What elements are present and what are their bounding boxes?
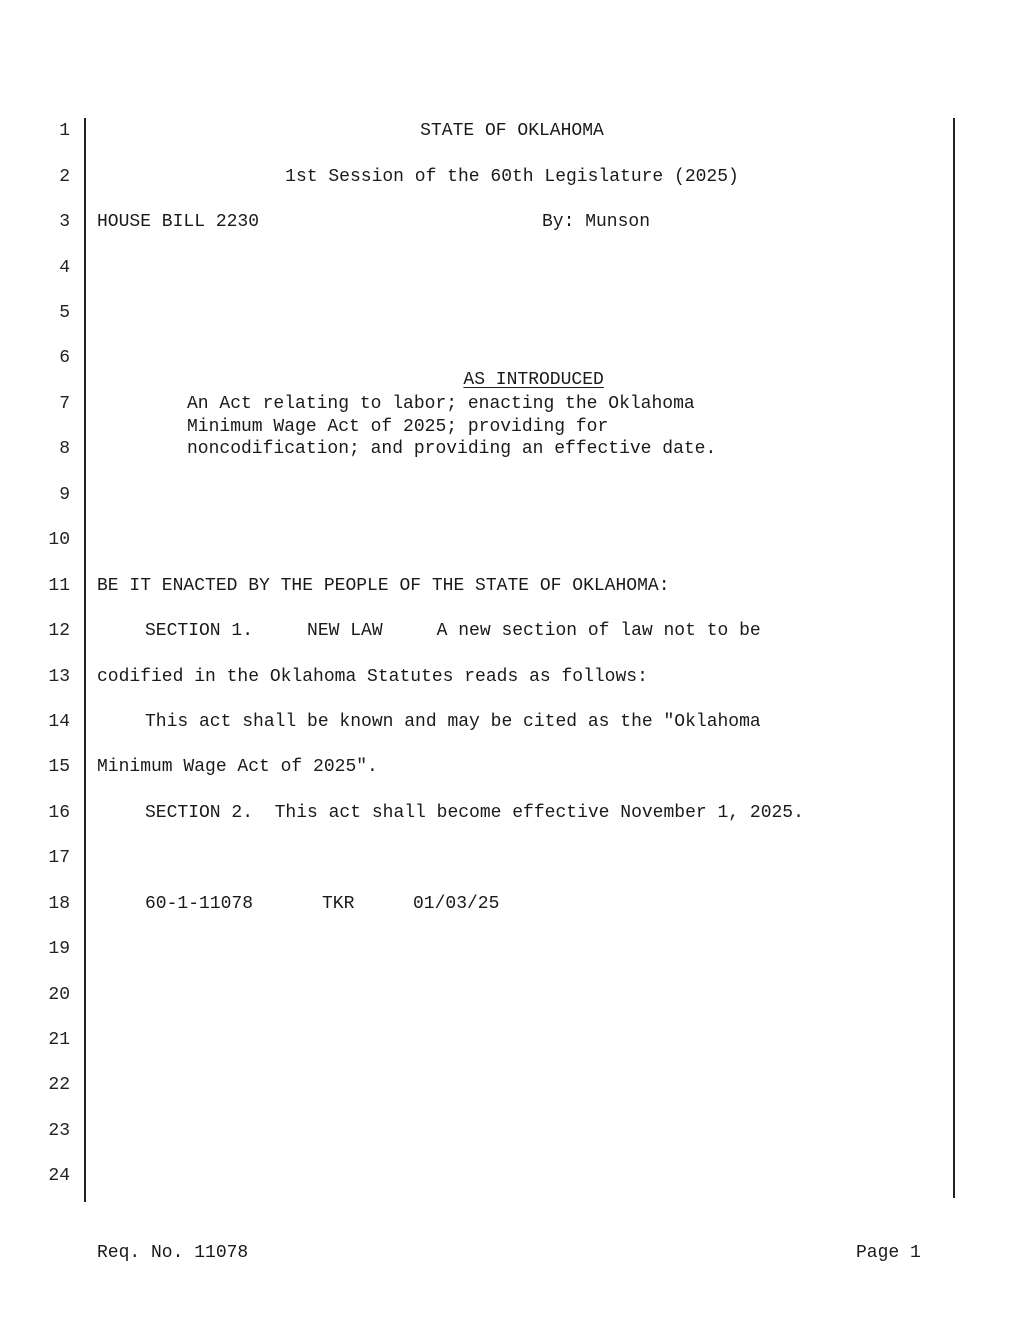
line-number: 8 xyxy=(59,439,70,459)
section-2-text: SECTION 2. This act shall become effective November 1, 2025. xyxy=(145,803,804,823)
title-line-3: noncodification; and providing an effective date. xyxy=(187,439,717,459)
line-number: 18 xyxy=(48,894,70,914)
line-number: 15 xyxy=(48,757,70,777)
line-number: 5 xyxy=(59,303,70,323)
line-number: 2 xyxy=(59,167,70,187)
section-1-text-cont: Minimum Wage Act of 2025". xyxy=(97,757,378,777)
section-1-heading: SECTION 1. NEW LAW A new section of law not to be xyxy=(145,621,761,641)
line-number: 13 xyxy=(48,667,70,687)
title-line-1: An Act relating to labor; enacting the Oklahoma xyxy=(187,394,695,414)
line-number: 6 xyxy=(59,348,70,368)
bill-number: HOUSE BILL 2230 xyxy=(97,212,260,232)
status-label: AS INTRODUCED xyxy=(463,370,604,390)
session-heading: 1st Session of the 60th Legislature (2025) xyxy=(285,167,739,187)
state-heading: STATE OF OKLAHOMA xyxy=(420,121,604,141)
line-number: 9 xyxy=(59,485,70,505)
line-number: 17 xyxy=(48,848,70,868)
line-number: 16 xyxy=(48,803,70,823)
line-number: 11 xyxy=(48,576,70,596)
line-number: 7 xyxy=(59,394,70,414)
line-number: 22 xyxy=(48,1075,70,1095)
title-line-2: Minimum Wage Act of 2025; providing for xyxy=(187,417,609,437)
enacting-clause: BE IT ENACTED BY THE PEOPLE OF THE STATE OF OKLAHOMA: xyxy=(97,576,670,596)
request-code: 60-1-11078 xyxy=(145,894,254,914)
section-1-text: This act shall be known and may be cited as the "Oklahoma xyxy=(145,712,761,732)
line-number: 19 xyxy=(48,939,70,959)
line-number: 12 xyxy=(48,621,70,641)
footer-page-number: Page 1 xyxy=(856,1243,921,1263)
line-number: 20 xyxy=(48,985,70,1005)
line-number: 10 xyxy=(48,530,70,550)
line-number: 23 xyxy=(48,1121,70,1141)
drafting-date: 01/03/25 xyxy=(413,894,500,914)
right-margin-rule xyxy=(953,118,955,1198)
line-number: 3 xyxy=(59,212,70,232)
drafter-initials: TKR xyxy=(322,894,355,914)
line-number: 21 xyxy=(48,1030,70,1050)
line-number: 24 xyxy=(48,1166,70,1186)
line-number: 14 xyxy=(48,712,70,732)
line-number: 4 xyxy=(59,258,70,278)
section-1-heading-cont: codified in the Oklahoma Statutes reads as follows: xyxy=(97,667,648,687)
footer-request-number: Req. No. 11078 xyxy=(97,1243,249,1263)
left-margin-rule xyxy=(84,118,86,1202)
bill-author: By: Munson xyxy=(542,212,651,232)
line-number: 1 xyxy=(59,121,70,141)
